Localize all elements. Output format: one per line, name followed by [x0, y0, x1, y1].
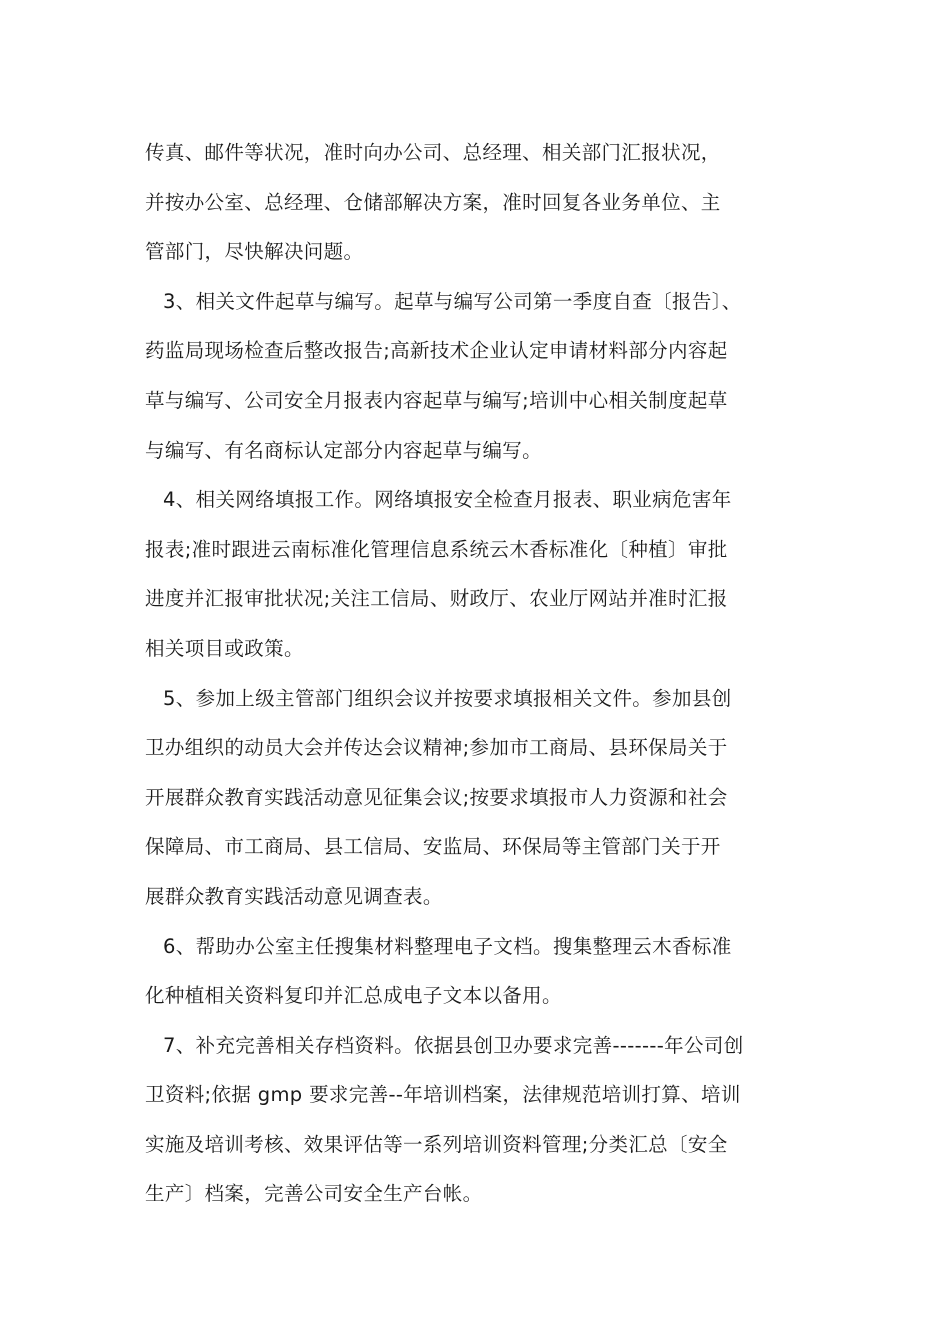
text-line: 卫办组织的动员大会并传达会议精神;参加市工商局、县环保局关于	[145, 736, 728, 760]
text-line: 3、相关文件起草与编写。起草与编写公司第一季度自查〔报告〕、	[163, 289, 742, 313]
document-body	[145, 128, 810, 1219]
text-line: 4、相关网络填报工作。网络填报安全检查月报表、职业病危害年	[163, 488, 732, 512]
text-line: 管部门，尽快解决问题。	[145, 240, 364, 264]
text-line: 6、帮助办公室主任搜集材料整理电子文档。搜集整理云木香标准	[163, 934, 732, 958]
text-line: 化种植相关资料复印并汇总成电子文本以备用。	[145, 984, 562, 1008]
text-line: 传真、邮件等状况，准时向办公司、总经理、相关部门汇报状况，	[145, 141, 721, 164]
text-line: 展群众教育实践活动意见调查表。	[145, 884, 443, 908]
text-line: 与编写、有名商标认定部分内容起草与编写。	[145, 438, 543, 462]
text-line: 草与编写、公司安全月报表内容起草与编写;培训中心相关制度起草	[145, 388, 728, 412]
text-line: 5、参加上级主管部门组织会议并按要求填报相关文件。参加县创	[163, 686, 732, 710]
text-line: 并按办公室、总经理、仓储部解决方案，准时回复各业务单位、主	[145, 190, 721, 214]
text-line: 相关项目或政策。	[145, 636, 304, 660]
text-line: 保障局、市工商局、县工信局、安监局、环保局等主管部门关于开	[145, 835, 721, 859]
text-line: 报表;准时跟进云南标准化管理信息系统云木香标准化〔种植〕审批	[145, 537, 728, 561]
text-line: 药监局现场检查后整改报告;高新技术企业认定申请材料部分内容起	[145, 339, 728, 363]
text-line: 生产〕档案，完善公司安全生产台帐。	[145, 1182, 483, 1206]
text-line: 开展群众教育实践活动意见征集会议;按要求填报市人力资源和社会	[145, 785, 728, 809]
text-line: 7、补充完善相关存档资料。依据县创卫办要求完善-------年公司创	[163, 1033, 744, 1057]
text-line: 进度并汇报审批状况;关注工信局、财政厅、农业厅网站并准时汇报	[145, 587, 728, 611]
text-line: 卫资料;依据 gmp 要求完善--年培训档案，法律规范培训打算、培训	[145, 1083, 741, 1107]
text-line: 实施及培训考核、效果评估等一系列培训资料管理;分类汇总〔安全	[145, 1132, 728, 1156]
